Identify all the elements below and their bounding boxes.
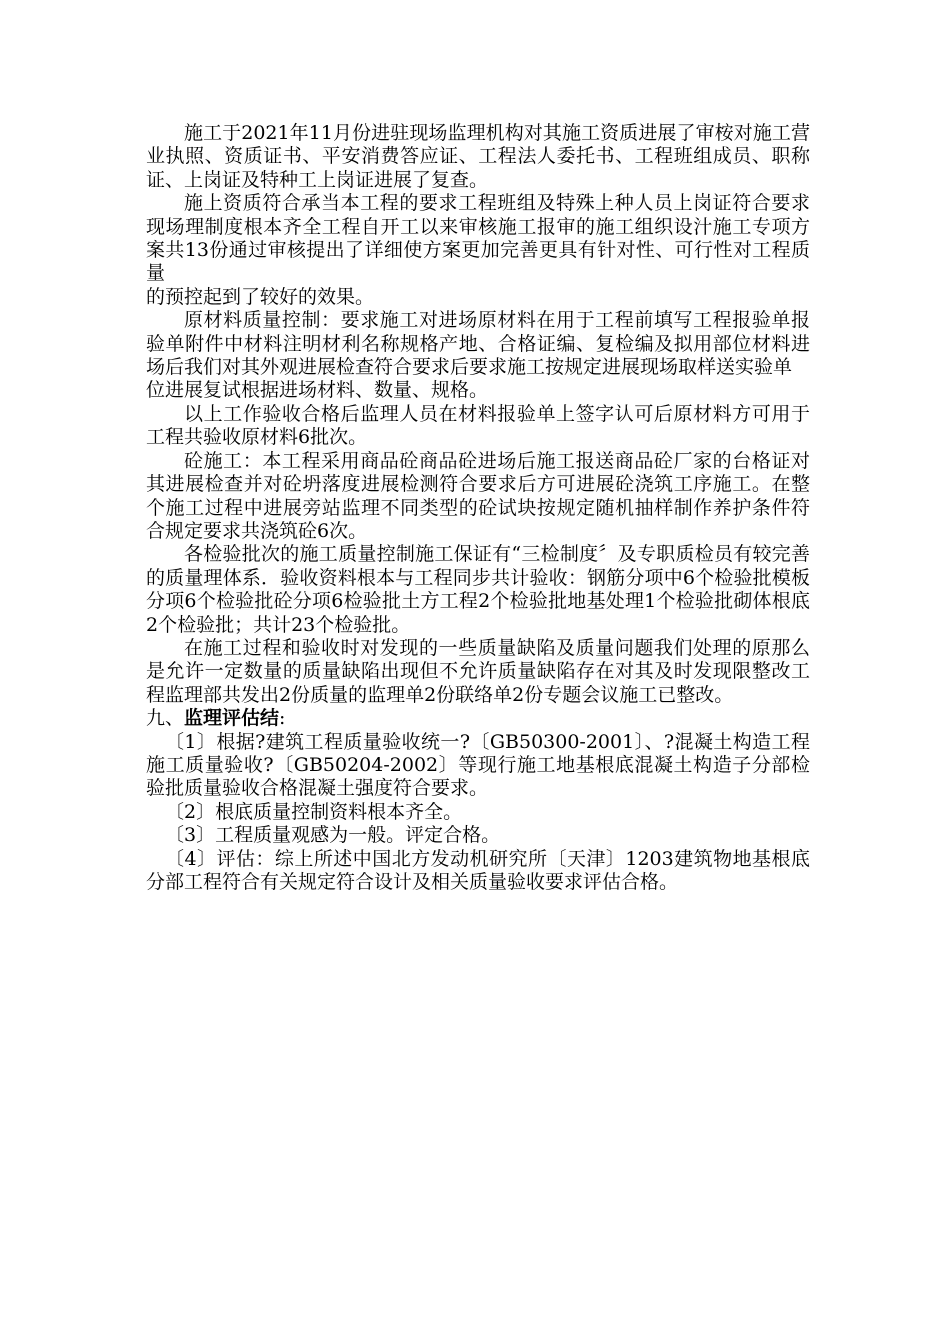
document-page — [146, 122, 810, 894]
paragraph-quality-defects: 在施工过程和验收时对发现的一些质量缺陷及质量问题我们处理的原那么是允许一定数量的质量缺陷出现但不允许质量缺陷存在对其及时发现限整改工程监理部共发出2份质量的监理单2份联络单2份专题会议施工已整改。 — [146, 636, 810, 706]
section-number: 九、 — [146, 707, 185, 730]
evaluation-item-1: 〔1〕根据?建筑工程质量验收统一?〔GB50300-2001〕、?混凝土构造工程施工质量验收?〔GB50204-2002〕等现行施工地基根底混凝土构造子分部检验批质量验收合格混凝土强度符合要求。 — [146, 730, 810, 800]
paragraph-concrete-construction: 砼施工：本工程采用商品砼商品砼进场后施工报送商品砼厂家的台格证对其进展检查并对砼坍落度进展检测符合要求后方可进展砼浇筑工序施工。在整个施工过程中进展旁站监理不同类型的砼试块按规定随机抽样制作养护条件符合规定要求共浇筑砼6次。 — [146, 449, 810, 542]
section-colon: : — [279, 707, 286, 730]
paragraph-material-control-continued: 位进展复试根据进场材料、数量、规格。 — [146, 379, 489, 402]
evaluation-item-2: 〔2〕根底质量控制资料根本齐全。 — [165, 800, 463, 823]
section-title: 监理评估结 — [184, 707, 280, 730]
evaluation-item-3: 〔3〕工程质量观感为一般。评定合格。 — [165, 824, 501, 847]
paragraph-qualification-review: 施工于2021年11月份进驻现场监理机构对其施工资质进展了审桉对施工营业执照、资质证书、平安消费答应证、工程法人委托书、工程班组成员、职称证、上岗证及特种工上岗证进展了复查。 — [146, 122, 810, 191]
paragraph-inspection-batches: 各检验批次的施工质量控制施工保证有“三检制度〞及专职质检员有较完善的质量理体系．验收资料根本与工程同步共计验收：钢筋分项中6个检验批模板分项6个检验批砼分项6检验批土方工程2个检验批地基处理1个检验批砌体根底2个检验批；共计23个检验批。 — [146, 543, 810, 636]
paragraph-construction-plan: 施上资质符合承当本工程的要求工程班组及特殊上种人员上岗证符合要求现场理制度根本齐全工程自开工以来审核施工报审的施工组织设汁施工专项方案共13份通过审核提出了详细使方案更加完善更具有针对性、可行性对工程质量 — [146, 192, 810, 285]
evaluation-item-4: 〔4〕评估：综上所述中国北方发动机研究所〔天津〕1203建筑物地基根底分部工程符合有关规定符合设计及相关质量验收要求评估合格。 — [146, 847, 810, 893]
section-heading-evaluation — [146, 707, 810, 730]
paragraph-material-control: 原材料质量控制：要求施工对进场原材料在用于工程前填写工程报验单报验单附件中材料注明材利名称规格产地、合格证编、复检编及拟用部位材料进场后我们对其外观进展检查符合要求后要求施工按规定进展现场取样送实验单 — [146, 309, 810, 379]
paragraph-construction-plan-continued: 的预控起到了较好的效果。 — [146, 285, 375, 308]
paragraph-material-acceptance: 以上工作验收合格后监理人员在材料报验单上签字认可后原材料方可用于工程共验收原材料6批次。 — [146, 402, 810, 449]
